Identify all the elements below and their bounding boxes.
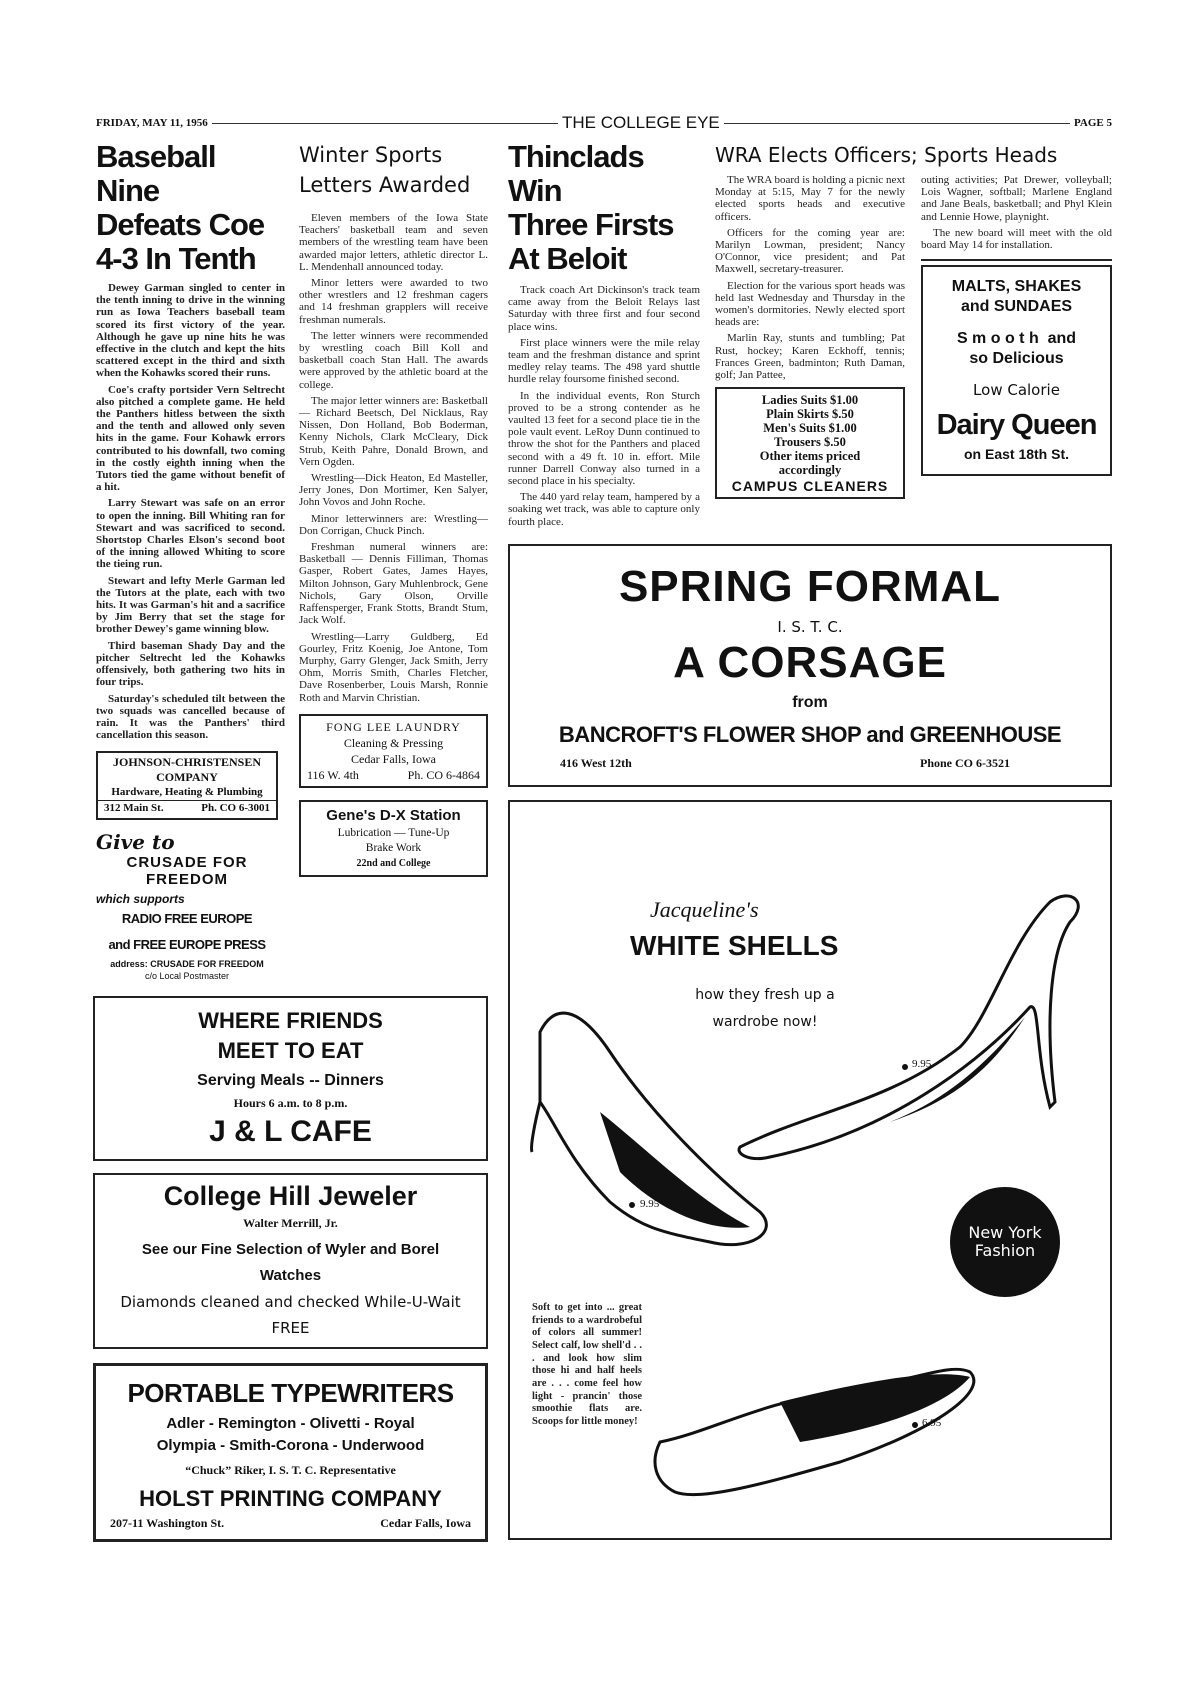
winter-sports-article — [299, 140, 488, 704]
spring-formal-ad: SPRING FORMAL I. S. T. C. A CORSAGE from BANCROFT'S FLOWER SHOP and GREENHOUSE 416 West 12th Phone CO 6-3521 — [508, 544, 1112, 787]
shoe-ad-copy: Soft to get into ... great friends to a wardrobeful of colors all summer! Select calf, low shell'd . . . and look how slim those hi and half heels are . . . come feel how light - prancin' those smoothie flats are. Scoops for little money! — [532, 1301, 642, 1428]
baseball-article — [96, 140, 285, 741]
college-hill-jeweler-ad: College Hill Jeweler Walter Merrill, Jr. See our Fine Selection of Wyler and Borel Watches Diamonds cleaned and checked While-U-Wait FREE — [93, 1173, 488, 1349]
wra-article-continued: outing activities; Pat Drewer, volleyball; Lois Wagner, softball; Marlene England and Jane Beals, basketball; and Phyl Klein and Lennie Howe, playnight. The new board will meet with the old board May 14 for installation. — [921, 174, 1112, 252]
article-body: Dewey Garman singled to center in the tenth inning to drive in the winning run as Iowa Teachers baseball team scored its first victory of the year. Although he gave up nine hits he was effective in the clutch and kept the hits scattered except in the third and sixth when the Kohawks scored their runs. Coe's crafty portsider Vern Seltrecht also pitched a complete game. He held the Panthers hitless between the sixth and the tenth and allowed only seven hits in the game. Four Kohawk errors contributed to his downfall, two coming in the costly eighth inning when the Tutors tied the game without benefit of a hit. Larry Stewart was safe on an error to open the inning. Bill Whiting ran for Stewart and was sacrificed to second. Shortstop Charles Elson's second boot of the inning allowed Whiting to score the tieing run. Stewart and lefty Merle Garman led the Tutors at the plate, each with two hits. It was Garman's hit and a sacrifice by Jim Berry that set the stage for brother Dewey's game winning blow. Third baseman Shady Day and the pitcher Seltrecht led the Kohawks offensively, both gathering two hits in four trips. Saturday's scheduled tilt between the two squads was cancelled because of rain. It was the Panthers' third cancellation this season. — [96, 282, 285, 742]
article-body: Eleven members of the Iowa State Teachers' basketball team and seven members of the wrestling team have been awarded major letters, athletic director L. L. Mendenhall announced today. Minor letters were awarded to two other wrestlers and 12 freshman cagers and 14 freshman grapplers will receive freshman numerals. The letter winners were recommended by wrestling coach Bill Koll and basketball coach Stan Hall. The awards were approved by the athletic board at the college. The major letter winners are: Basketball — Richard Beetsch, Del Nicklaus, Ray Nissen, Don Holland, Bob Boderman, Kenny Nichols, Clark McCleary, Dick Strub, Keith Pahre, Donald Brown, and Vern Ogden. Wrestling—Dick Heaton, Ed Masteller, Jerry Jones, Don Mortimer, Ken Salyer, John Vovos and John Roche. Minor letterwinners are: Wrestling—Don Corrigan, Chuck Pinch. Freshman numeral winners are: Basketball — Dennis Filliman, Thomas Gasper, Robert Gates, James Hayes, Milton Johnson, Gary Muhlenbrock, Gene Nichols, Gary Olson, Orville Raffensperger, Frank Stotts, Brandt Stum, Jack Wolf. Wrestling—Larry Guldberg, Ed Gourley, Fritz Koenig, Joe Antone, Tom Murphy, Garry Glenger, Jack Smith, Jerry Ohm, Morris Smith, Charles Fletcher, Dave Rosenberber, Louis Marsh, Ronnie Roth and Marvin Christian. — [299, 212, 488, 704]
shoe-ad-title: WHITE SHELLS — [630, 929, 839, 961]
left-region — [93, 140, 488, 1542]
article-body: Track coach Art Dickinson's track team came away from the Beloit Relays last Saturday with three first and four second place wins. First place winners were the mile relay team and the freshman distance and sprint medley relay teams. The 498 yard shuttle hurdle relay foursome finished second. In the individual events, Ron Sturch proved to be a strong contender as he vaulted 13 feet for a second place tie in the pole vault event. LeRoy Dunn continued to throw the shot for the Panthers and placed second with a 49 ft. 10 in. effort. Mile runner Darrell Conway also turned in a second place in his specialty. The 440 yard relay team, hampered by a soaking wet track, was able to capture only fourth place. — [508, 284, 700, 528]
campus-cleaners-ad: Ladies Suits $1.00 Plain Skirts $.50 Men's Suits $1.00 Trousers $.50 Other items priced accordingly CAMPUS CLEANERS — [715, 387, 905, 499]
price-tag: 9.95 — [912, 1057, 932, 1070]
right-region — [508, 140, 1112, 1540]
fong-lee-laundry-ad: FONG LEE LAUNDRY Cleaning & Pressing Cedar Falls, Iowa 116 W. 4th Ph. CO 6-4864 — [299, 714, 488, 788]
crusade-for-freedom-ad: Give to CRUSADE FOR FREEDOM which supports RADIO FREE EUROPE and FREE EUROPE PRESS address: CRUSADE FOR FREEDOM c/o Local Postmaster — [96, 830, 266, 982]
page-header — [96, 114, 1112, 132]
thinclads-article — [508, 140, 700, 532]
newspaper-name: THE COLLEGE EYE — [562, 113, 720, 132]
price-tag: 9.95 — [640, 1197, 660, 1210]
headline: Thinclads Win Three Firsts At Beloit — [508, 139, 674, 276]
headline: Winter Sports Letters Awarded — [299, 143, 471, 197]
logo-text: New York Fashion — [968, 1222, 1042, 1260]
johnson-christensen-ad: JOHNSON-CHRISTENSEN COMPANY Hardware, Heating & Plumbing 312 Main St. Ph. CO 6-3001 — [96, 751, 278, 820]
shoe-brand: Jacqueline's — [650, 896, 759, 922]
wra-section — [715, 140, 1112, 499]
genes-dx-station-ad: Gene's D-X Station Lubrication — Tune-Up Brake Work 22nd and College — [299, 800, 488, 877]
jl-cafe-ad: WHERE FRIENDS MEET TO EAT Serving Meals -- Dinners Hours 6 a.m. to 8 p.m. J & L CAFE — [93, 996, 488, 1161]
holst-printing-typewriters-ad: PORTABLE TYPEWRITERS Adler - Remington - Olivetti - Royal Olympia - Smith-Corona - Underwood “Chuck” Riker, I. S. T. C. Representative HOLST PRINTING COMPANY 207-11 Washington St. Cedar Falls, Iowa — [93, 1363, 488, 1542]
white-shells-shoe-ad — [508, 800, 1112, 1540]
issue-date: FRIDAY, MAY 11, 1956 — [96, 117, 208, 129]
wra-headline: WRA Elects Officers; Sports Heads — [715, 143, 1058, 167]
page-number: PAGE 5 — [1074, 117, 1113, 129]
headline: Baseball Nine Defeats Coe 4-3 In Tenth — [96, 139, 265, 276]
wra-article-body: The WRA board is holding a picnic next Monday at 5:15, May 7 for the newly elected sports heads and executive officers. Officers for the coming year are: Marilyn Lowman, president; Nancy O'Connor, vice president; and Pat Maxwell, secretary-treasurer. Election for the various sport heads was held last Wednesday and Thursday in the women's dormitories. Newly elected sport heads are: Marlin Ray, stunts and tumbling; Pat Rust, hockey; Karen Eckhoff, tennis; Frances Green, badminton; Ruth Daman, golf; Jan Pattee, — [715, 174, 905, 382]
dairy-queen-ad: MALTS, SHAKES and SUNDAES S m o o t h and so Delicious Low Calorie Dairy Queen on East 18th St. — [921, 265, 1112, 476]
column-5 — [921, 174, 1112, 476]
column-2 — [299, 140, 488, 877]
price-tag: 6.95 — [922, 1416, 942, 1429]
column-1 — [96, 140, 285, 982]
shoe-tagline: how they fresh up a wardrobe now! — [695, 986, 835, 1030]
column-4 — [715, 174, 905, 499]
